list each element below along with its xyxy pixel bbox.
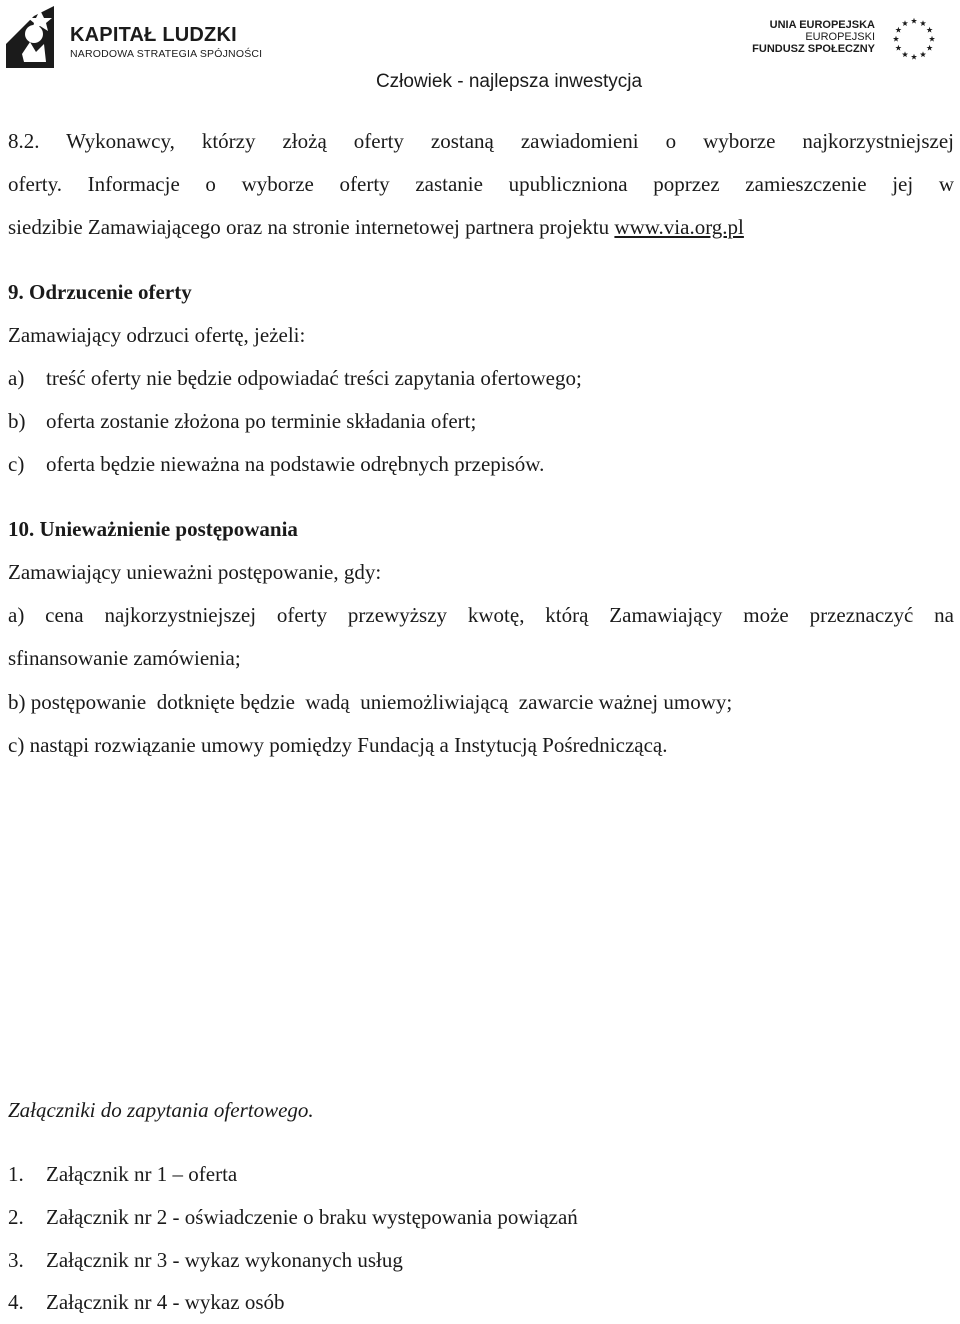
eu-star-icon: [920, 51, 926, 57]
section-9-item-label: a): [8, 366, 25, 390]
section-9-item-c: [8, 443, 544, 486]
section-9-item-text: oferta będzie nieważna na podstawie odrębnych przepisów.: [46, 452, 545, 476]
section-10-item-c: c) nastąpi rozwiązanie umowy pomiędzy Fundacją a Instytucją Pośredniczącą.: [8, 733, 668, 757]
brand-subtitle: NARODOWA STRATEGIA SPÓJNOŚCI: [70, 48, 263, 60]
header-slogan: Człowiek - najlepsza inwestycja: [375, 71, 643, 92]
section-9-item-label: c): [8, 452, 25, 476]
section-9-item-label: b): [8, 409, 26, 433]
eu-star-icon: [927, 27, 933, 33]
brand-title: KAPITAŁ LUDZKI: [70, 24, 237, 46]
attachment-text: Załącznik nr 3 - wykaz wykonanych usług: [46, 1248, 403, 1272]
eu-star-icon: [929, 36, 935, 42]
partner-website-link[interactable]: www.via.org.pl: [614, 215, 744, 239]
section-8-2-line-3: [8, 206, 954, 249]
attachment-text: Załącznik nr 1 – oferta: [46, 1162, 238, 1186]
eu-star-icon: [927, 45, 933, 51]
attachments-heading: Załączniki do zapytania ofertowego.: [8, 1098, 314, 1122]
eu-star-icon: [902, 20, 908, 26]
section-8-2-line-2: oferty. Informacje o wyborze oferty zastanie upubliczniona poprzez zamieszczenie jej w: [8, 172, 954, 196]
eu-star-icon: [895, 45, 901, 51]
attachment-item-1: [8, 1153, 237, 1196]
attachment-text: Załącznik nr 4 - wykaz osób: [46, 1290, 285, 1314]
kapital-ludzki-logo-icon: [4, 4, 56, 70]
eu-brand-line-2: EUROPEJSKI: [805, 31, 875, 43]
section-9-item-b: [8, 400, 476, 443]
eu-brand-line-1: UNIA EUROPEJSKA: [769, 19, 875, 31]
section-9-item-text: treść oferty nie będzie odpowiadać treści zapytania ofertowego;: [46, 366, 582, 390]
eu-brand-text: [752, 19, 875, 55]
section-10-item-a-line-2: sfinansowanie zamówienia;: [8, 646, 241, 670]
attachment-item-4: [8, 1281, 285, 1324]
attachment-text: Załącznik nr 2 - oświadczenie o braku występowania powiązań: [46, 1205, 578, 1229]
section-8-2-line-1: 8.2. Wykonawcy, którzy złożą oferty zostaną zawiadomieni o wyborze najkorzystniejszej: [8, 129, 954, 153]
section-10-heading: 10. Unieważnienie postępowania: [8, 517, 298, 541]
section-9-intro: Zamawiający odrzuci ofertę, jeżeli:: [8, 323, 306, 347]
section-10-intro: Zamawiający unieważni postępowanie, gdy:: [8, 560, 382, 584]
eu-star-icon: [902, 51, 908, 57]
eu-star-icon: [895, 27, 901, 33]
attachment-number: 2.: [8, 1205, 24, 1229]
attachment-number: 4.: [8, 1290, 24, 1314]
eu-star-icon: [911, 18, 917, 24]
section-8-2-paragraph: [8, 120, 954, 249]
section-9-heading: 9. Odrzucenie oferty: [8, 280, 192, 304]
section-10-item-a-line-1: a) cena najkorzystniejszej oferty przewyższy kwotę, którą Zamawiający może przeznaczyć na: [8, 603, 954, 627]
eu-star-icon: [911, 54, 917, 60]
section-8-2-line-3-text: siedzibie Zamawiającego oraz na stronie internetowej partnera projektu: [8, 215, 615, 239]
attachment-item-2: [8, 1196, 578, 1239]
eu-brand-line-3: FUNDUSZ SPOŁECZNY: [752, 43, 875, 55]
eu-star-icon: [920, 20, 926, 26]
attachment-number: 3.: [8, 1248, 24, 1272]
attachment-item-3: [8, 1239, 403, 1282]
section-9-item-a: [8, 357, 582, 400]
section-9-item-text: oferta zostanie złożona po terminie składania ofert;: [46, 409, 477, 433]
eu-stars-icon: [889, 14, 939, 64]
attachment-number: 1.: [8, 1162, 24, 1186]
eu-star-icon: [893, 36, 899, 42]
section-10-item-b: b) postępowanie dotknięte będzie wadą uniemożliwiającą zawarcie ważnej umowy;: [8, 690, 733, 714]
